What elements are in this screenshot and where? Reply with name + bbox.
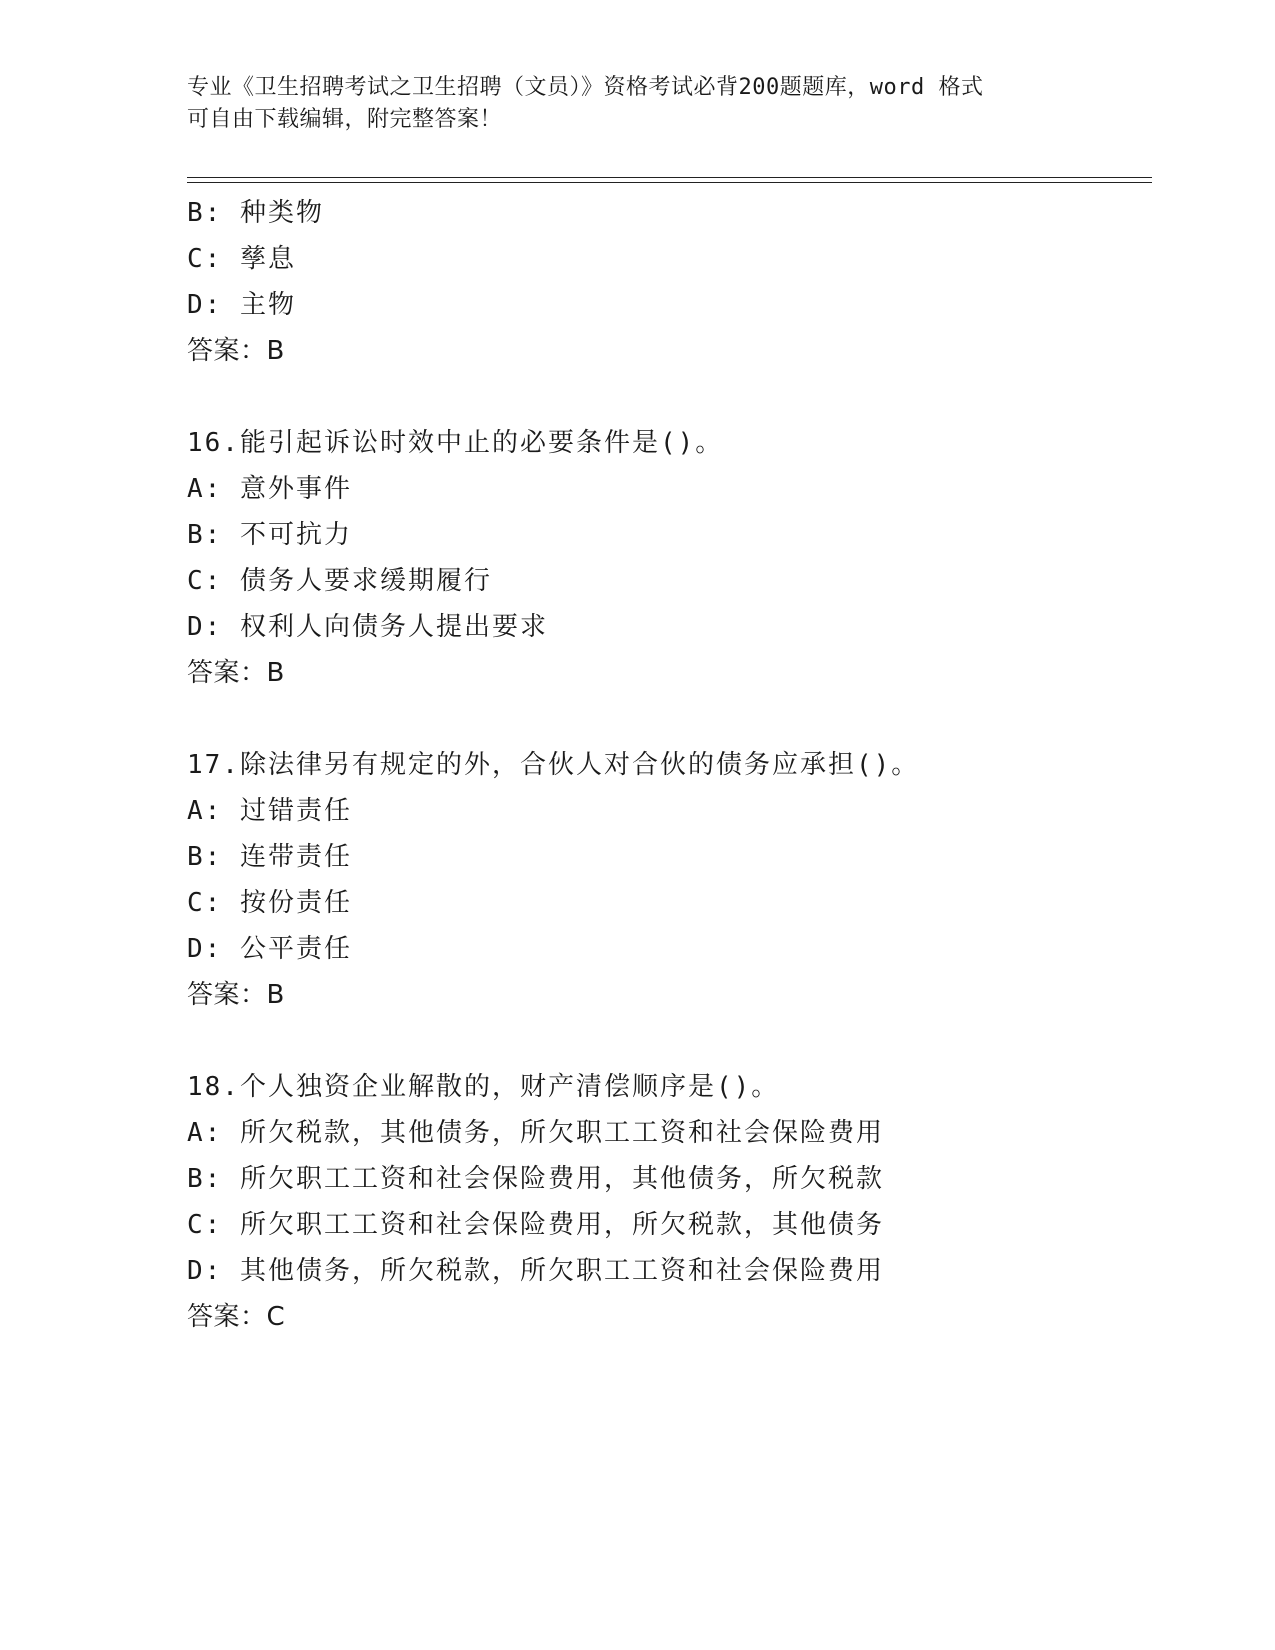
question-18 [187,1064,1147,1340]
question-17 [187,742,1147,1018]
option-a: A: 意外事件 [187,474,352,504]
option-d: D: 公平责任 [187,934,352,964]
question-15 [187,190,1147,374]
option-c: C: 所欠职工工资和社会保险费用，所欠税款，其他债务 [187,1210,884,1240]
spacer [187,374,1147,420]
answer: 答案：B [187,336,285,366]
question-stem: 16.能引起诉讼时效中止的必要条件是()。 [187,428,724,458]
option-b: B: 连带责任 [187,842,352,872]
header-divider-bottom [187,182,1152,183]
option-c: C: 孳息 [187,244,296,274]
spacer [187,696,1147,742]
question-16 [187,420,1147,696]
option-d: D: 其他债务，所欠税款，所欠职工工资和社会保险费用 [187,1256,884,1286]
option-d: D: 主物 [187,290,296,320]
question-stem: 17.除法律另有规定的外，合伙人对合伙的债务应承担()。 [187,750,920,780]
question-stem: 18.个人独资企业解散的，财产清偿顺序是()。 [187,1072,780,1102]
document-header [187,72,1087,136]
answer: 答案：B [187,658,285,688]
spacer [187,1018,1147,1064]
option-a: A: 所欠税款，其他债务，所欠职工工资和社会保险费用 [187,1118,884,1148]
header-divider-top [187,177,1152,178]
option-c: C: 按份责任 [187,888,352,918]
option-c: C: 债务人要求缓期履行 [187,566,492,596]
header-line-1: 专业《卫生招聘考试之卫生招聘（文员）》资格考试必背200题题库，word 格式 [187,75,984,100]
question-list [187,190,1147,1340]
option-b: B: 不可抗力 [187,520,352,550]
option-b: B: 种类物 [187,198,324,228]
answer: 答案：C [187,1302,286,1332]
option-a: A: 过错责任 [187,796,352,826]
header-line-2: 可自由下载编辑，附完整答案！ [187,107,503,132]
option-d: D: 权利人向债务人提出要求 [187,612,548,642]
option-b: B: 所欠职工工资和社会保险费用，其他债务，所欠税款 [187,1164,884,1194]
answer: 答案：B [187,980,285,1010]
